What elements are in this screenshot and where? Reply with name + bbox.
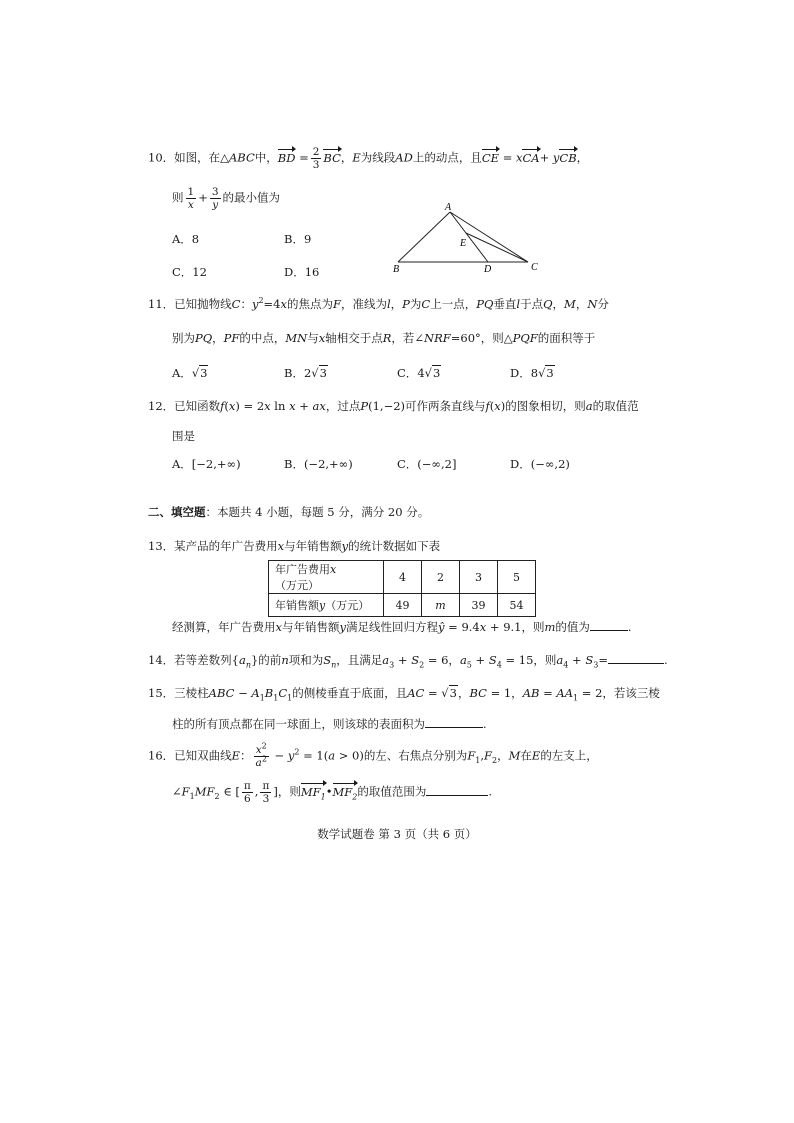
math: MN bbox=[285, 331, 308, 345]
subscript: 4 bbox=[563, 660, 569, 670]
math: AC bbox=[407, 686, 425, 700]
q11-line2 bbox=[172, 330, 595, 346]
text: B． bbox=[284, 366, 304, 380]
text: D． bbox=[510, 366, 531, 380]
text: 的取值范围为 bbox=[357, 784, 427, 799]
q10-option-b: B．9 bbox=[284, 232, 312, 246]
sqrt: √3 bbox=[424, 366, 441, 380]
text: 垂直 bbox=[493, 297, 517, 311]
math: M bbox=[564, 297, 576, 311]
math: a bbox=[459, 653, 467, 667]
math: Q bbox=[543, 297, 553, 311]
vector-bc: BC bbox=[323, 148, 340, 166]
math: S bbox=[323, 653, 332, 667]
text: ，若∠ bbox=[391, 331, 425, 345]
math: y bbox=[319, 599, 326, 612]
text: 已知函数 bbox=[174, 399, 221, 413]
table-cell: 3 bbox=[460, 561, 498, 594]
denominator: x bbox=[187, 199, 194, 211]
math: R bbox=[382, 331, 392, 345]
text: 上一点， bbox=[430, 297, 477, 311]
text: 的最小值为 bbox=[222, 190, 281, 205]
math: y bbox=[339, 620, 346, 634]
subscript: 3 bbox=[593, 660, 599, 670]
math: A bbox=[251, 686, 260, 700]
text: = 9.4 bbox=[444, 620, 480, 634]
q10-option-c: C．12 bbox=[172, 265, 207, 279]
text: 的统计数据如下表 bbox=[348, 539, 441, 553]
superscript: 2 bbox=[261, 754, 267, 764]
denominator: y bbox=[212, 199, 219, 211]
subscript: 1 bbox=[273, 693, 279, 703]
text: 别为 bbox=[172, 331, 195, 345]
q11-line1 bbox=[148, 296, 609, 312]
question-number: 11． bbox=[148, 297, 175, 311]
text: . bbox=[663, 653, 668, 667]
sqrt: √3 bbox=[538, 366, 554, 380]
question-number: 13． bbox=[148, 539, 175, 553]
text: 已知抛物线 bbox=[174, 297, 232, 311]
math: x bbox=[479, 620, 487, 634]
radicand: 3 bbox=[432, 366, 441, 380]
fraction bbox=[210, 186, 221, 211]
text: , bbox=[254, 784, 259, 799]
subscript: 1 bbox=[259, 693, 265, 703]
table-cell: 5 bbox=[498, 561, 536, 594]
math: P bbox=[360, 399, 369, 413]
fraction bbox=[254, 741, 269, 769]
text: . bbox=[483, 717, 487, 731]
text: 4 bbox=[417, 366, 425, 380]
question-number: 14． bbox=[148, 653, 175, 667]
radicand: 3 bbox=[319, 366, 327, 380]
text: = bbox=[598, 653, 608, 667]
text: ， bbox=[212, 331, 224, 345]
text: 上的动点，且 bbox=[412, 150, 482, 165]
q12-option-c: C．(−∞,2] bbox=[397, 457, 457, 471]
q12-line1 bbox=[148, 398, 639, 414]
math: x bbox=[280, 297, 287, 311]
text: ∠ bbox=[172, 784, 182, 799]
math: C bbox=[231, 297, 241, 311]
row-header bbox=[269, 561, 384, 594]
text: 柱的所有顶点都在同一球面上，则该球的表面积为 bbox=[172, 717, 425, 731]
side-ac bbox=[450, 212, 528, 262]
text: ， bbox=[497, 748, 509, 763]
math: y bbox=[251, 297, 259, 311]
superscript: 2 bbox=[261, 741, 267, 751]
text: ，且满足 bbox=[336, 653, 383, 667]
text: ，过点 bbox=[325, 399, 361, 413]
text: + bbox=[394, 653, 412, 667]
denominator: 6 bbox=[244, 793, 251, 805]
q11-option-b bbox=[284, 365, 328, 381]
text: ( bbox=[224, 399, 229, 413]
math: l bbox=[386, 297, 391, 311]
section-heading bbox=[148, 504, 429, 520]
page-footer: 数学试题卷 第 3 页（共 6 页） bbox=[317, 827, 477, 841]
data-table bbox=[268, 560, 536, 617]
text: ， bbox=[552, 297, 565, 311]
q14-line bbox=[148, 652, 668, 668]
q15-line2 bbox=[172, 716, 487, 732]
subscript: 5 bbox=[466, 660, 472, 670]
table-cell: 54 bbox=[498, 594, 536, 617]
math: PQ bbox=[195, 331, 213, 345]
text: 的取值范 bbox=[592, 399, 639, 413]
text: ) = 2 bbox=[235, 399, 265, 413]
q12-option-b: B．(−2,+∞) bbox=[284, 457, 353, 471]
math: F bbox=[206, 784, 215, 799]
text: 2 bbox=[303, 366, 312, 380]
math: S bbox=[488, 653, 497, 667]
label-c: C bbox=[531, 262, 538, 273]
math: l bbox=[516, 297, 521, 311]
q15-line1 bbox=[148, 685, 660, 701]
q13-line2 bbox=[172, 619, 632, 635]
answer-blank bbox=[425, 716, 483, 728]
table-row bbox=[269, 594, 536, 617]
table-cell: 4 bbox=[384, 561, 422, 594]
math: y bbox=[287, 748, 295, 763]
q16-line2 bbox=[172, 780, 492, 805]
math: BC bbox=[469, 686, 487, 700]
text: + bbox=[198, 190, 208, 205]
text: ： bbox=[240, 748, 252, 763]
text: (1,−2)可作两条直线与 bbox=[368, 399, 486, 413]
sqrt: √3 bbox=[311, 366, 327, 380]
q12-option-a: A．[−2,+∞) bbox=[172, 457, 241, 471]
q11-option-d bbox=[510, 365, 555, 381]
text: 年销售额 bbox=[275, 599, 319, 612]
side-ab bbox=[398, 212, 450, 262]
math: y bbox=[341, 539, 349, 553]
text: = bbox=[539, 686, 557, 700]
text: 中， bbox=[254, 150, 278, 165]
answer-blank bbox=[426, 784, 488, 796]
math: x bbox=[318, 331, 326, 345]
section-title: 二、填空题 bbox=[148, 505, 206, 519]
subscript: 1 bbox=[320, 791, 326, 801]
math: F bbox=[484, 748, 493, 763]
radicand: 3 bbox=[200, 366, 208, 380]
text: 如图，在△ bbox=[174, 150, 229, 165]
vector-cb: CB bbox=[559, 148, 576, 166]
subscript: 3 bbox=[389, 660, 395, 670]
radicand: 3 bbox=[449, 686, 457, 700]
text: ∈ [ bbox=[219, 784, 240, 799]
label-d: D bbox=[484, 264, 492, 275]
text: + 9.1，则 bbox=[486, 620, 545, 634]
sqrt: √3 bbox=[441, 686, 457, 700]
math: AB bbox=[522, 686, 540, 700]
math: ABC bbox=[208, 686, 235, 700]
math: x bbox=[255, 744, 262, 756]
text: 经测算，年广告费用 bbox=[172, 620, 276, 634]
table-cell: 49 bbox=[384, 594, 422, 617]
text: = bbox=[299, 150, 309, 165]
text: 某产品的年广告费用 bbox=[174, 539, 278, 553]
text: . bbox=[488, 784, 493, 799]
math: F bbox=[467, 748, 476, 763]
math: x bbox=[330, 563, 337, 576]
numerator: 3 bbox=[211, 186, 219, 198]
text: = 15，则 bbox=[501, 653, 557, 667]
math: MF bbox=[300, 784, 321, 799]
numerator: π bbox=[262, 780, 270, 792]
math: NRF bbox=[424, 331, 451, 345]
denominator: 3 bbox=[312, 159, 320, 171]
text: 项和为 bbox=[288, 653, 324, 667]
vector-mf2 bbox=[333, 782, 358, 800]
text: 为 bbox=[409, 297, 422, 311]
text: ， bbox=[390, 297, 403, 311]
triangle-figure bbox=[388, 200, 548, 280]
subscript: 2 bbox=[214, 791, 220, 801]
text: + bbox=[471, 653, 489, 667]
math: PF bbox=[223, 331, 240, 345]
math: x bbox=[515, 150, 523, 165]
fraction bbox=[311, 146, 322, 171]
text: ，准线为 bbox=[340, 297, 387, 311]
q10-option-d: D．16 bbox=[284, 265, 320, 279]
text: =60°，则△ bbox=[450, 331, 513, 345]
math: B bbox=[264, 686, 274, 700]
text: ， bbox=[340, 150, 353, 165]
math: x bbox=[264, 399, 271, 413]
math: F bbox=[181, 784, 190, 799]
text: )的图象相切，则 bbox=[500, 399, 586, 413]
math: AA bbox=[556, 686, 574, 700]
math: PQ bbox=[476, 297, 494, 311]
question-number: 16． bbox=[148, 748, 175, 763]
text: • bbox=[325, 784, 333, 799]
text: = 2，若该三棱 bbox=[578, 686, 660, 700]
math: a bbox=[328, 748, 336, 763]
text: 为线段 bbox=[360, 150, 396, 165]
text: + bbox=[539, 150, 550, 165]
vector-bd: BD bbox=[278, 148, 296, 166]
math: M bbox=[508, 748, 521, 763]
section-instructions: ：本题共 4 小题，每题 5 分，满分 20 分。 bbox=[205, 505, 430, 519]
table-row bbox=[269, 561, 536, 594]
text: = 1( bbox=[299, 748, 329, 763]
text: 与年销售额 bbox=[282, 620, 340, 634]
segment-ec bbox=[466, 233, 528, 262]
q12-line2: 围是 bbox=[172, 429, 195, 443]
text: ln bbox=[270, 399, 290, 413]
math: m bbox=[544, 620, 556, 634]
q11-option-c bbox=[397, 365, 441, 381]
text: , bbox=[480, 748, 485, 763]
q10-line2 bbox=[172, 186, 280, 211]
math: a bbox=[238, 653, 246, 667]
subscript: 2 bbox=[419, 660, 425, 670]
radicand: 3 bbox=[546, 366, 554, 380]
question-number: 10． bbox=[148, 150, 175, 165]
q10-option-a: A．8 bbox=[172, 232, 200, 246]
denominator bbox=[254, 754, 269, 769]
text: = bbox=[502, 150, 513, 165]
text: ( bbox=[489, 399, 495, 413]
math: E bbox=[531, 748, 541, 763]
text: （万元） bbox=[275, 579, 319, 592]
subscript: 2 bbox=[352, 791, 358, 801]
subscript: 1 bbox=[475, 755, 481, 765]
text: 在 bbox=[520, 748, 532, 763]
text: 的值为 bbox=[555, 620, 590, 634]
question-number: 12． bbox=[148, 399, 175, 413]
subscript: 1 bbox=[573, 693, 579, 703]
vector-mf1 bbox=[301, 782, 326, 800]
text: }的前 bbox=[250, 653, 282, 667]
subscript: 4 bbox=[496, 660, 502, 670]
numerator: 2 bbox=[312, 146, 320, 158]
text: ， bbox=[576, 150, 589, 165]
math: F bbox=[333, 297, 341, 311]
text: = 6， bbox=[424, 653, 460, 667]
fraction bbox=[186, 186, 197, 211]
math: PQF bbox=[512, 331, 538, 345]
vector-ca: CA bbox=[522, 148, 539, 166]
superscript: 2 bbox=[258, 296, 264, 306]
text: =4 bbox=[263, 297, 281, 311]
fraction bbox=[242, 780, 253, 805]
text: + bbox=[295, 399, 313, 413]
text: ， bbox=[575, 297, 588, 311]
text: 与年销售额 bbox=[284, 539, 342, 553]
text: 的面积等于 bbox=[537, 331, 596, 345]
text: − bbox=[234, 686, 252, 700]
table-cell: 39 bbox=[460, 594, 498, 617]
math: f bbox=[485, 399, 490, 413]
subscript: 1 bbox=[287, 693, 293, 703]
fraction bbox=[260, 780, 271, 805]
math: x bbox=[228, 399, 236, 413]
text: ]，则 bbox=[273, 784, 301, 799]
math: P bbox=[402, 297, 410, 311]
math: a bbox=[382, 653, 390, 667]
math: y bbox=[552, 150, 560, 165]
math: C bbox=[278, 686, 288, 700]
answer-blank bbox=[590, 619, 628, 631]
math: S bbox=[585, 653, 594, 667]
text: 与 bbox=[307, 331, 319, 345]
label-e: E bbox=[460, 238, 467, 249]
answer-blank bbox=[608, 652, 664, 664]
q13-line1 bbox=[148, 538, 440, 554]
row-header bbox=[269, 594, 384, 617]
q12-option-d: D．(−∞,2) bbox=[510, 457, 570, 471]
text: = 1， bbox=[486, 686, 523, 700]
math: x bbox=[275, 620, 282, 634]
text: − bbox=[270, 748, 288, 763]
superscript: 2 bbox=[294, 747, 300, 757]
math: AD bbox=[395, 150, 413, 165]
subscript: n bbox=[331, 660, 337, 670]
label-b: B bbox=[393, 264, 400, 275]
question-number: 15． bbox=[148, 686, 175, 700]
text: 的焦点为 bbox=[287, 297, 333, 311]
denominator: 3 bbox=[262, 793, 270, 805]
text: = bbox=[424, 686, 442, 700]
segment-ad bbox=[450, 212, 488, 262]
q10-line1 bbox=[148, 146, 588, 171]
text: 年广告费用 bbox=[275, 563, 330, 576]
text: 三棱柱 bbox=[174, 686, 209, 700]
math: a bbox=[556, 653, 564, 667]
numerator: π bbox=[243, 780, 251, 792]
math: E bbox=[231, 748, 241, 763]
text: 轴相交于点 bbox=[325, 331, 383, 345]
subscript: 1 bbox=[189, 791, 195, 801]
math: x bbox=[289, 399, 296, 413]
text: . bbox=[627, 620, 632, 634]
text: > 0)的左、右焦点分别为 bbox=[335, 748, 468, 763]
text: 若等差数列{ bbox=[174, 653, 239, 667]
text: + bbox=[568, 653, 586, 667]
q11-option-a bbox=[172, 365, 208, 381]
text: C． bbox=[397, 366, 418, 380]
text: 满足线性回归方程 bbox=[346, 620, 438, 634]
text: ， bbox=[457, 686, 470, 700]
math: ax bbox=[312, 399, 326, 413]
sqrt: √3 bbox=[191, 366, 208, 380]
text: 于点 bbox=[520, 297, 544, 311]
math: a bbox=[255, 757, 262, 769]
math: MF bbox=[332, 784, 353, 799]
math: a bbox=[585, 399, 593, 413]
text: 8 bbox=[530, 366, 539, 380]
math: ABC bbox=[228, 150, 255, 165]
math: E bbox=[352, 150, 361, 165]
math: M bbox=[194, 784, 207, 799]
subscript: n bbox=[245, 660, 251, 670]
vector-ce: CE bbox=[482, 148, 499, 166]
text: 已知双曲线 bbox=[174, 748, 232, 763]
text: ： bbox=[240, 297, 252, 311]
math: f bbox=[220, 399, 225, 413]
text: 分 bbox=[597, 297, 609, 311]
text: （万元） bbox=[325, 599, 370, 612]
math: x bbox=[494, 399, 501, 413]
math: x bbox=[277, 539, 285, 553]
table-cell: m bbox=[422, 594, 460, 617]
math: ŷ bbox=[438, 620, 445, 634]
text: 的侧棱垂直于底面，且 bbox=[292, 686, 408, 700]
q16-line1 bbox=[148, 741, 598, 769]
math: N bbox=[587, 297, 598, 311]
text: 的中点， bbox=[239, 331, 286, 345]
label-a: A bbox=[445, 202, 452, 213]
math: n bbox=[281, 653, 289, 667]
subscript: 2 bbox=[492, 755, 498, 765]
text: 则 bbox=[172, 190, 184, 205]
numerator: 1 bbox=[187, 186, 195, 198]
math: C bbox=[421, 297, 431, 311]
text: A． bbox=[172, 366, 192, 380]
math: S bbox=[411, 653, 420, 667]
text: 的左支上， bbox=[540, 748, 598, 763]
table-cell: 2 bbox=[422, 561, 460, 594]
